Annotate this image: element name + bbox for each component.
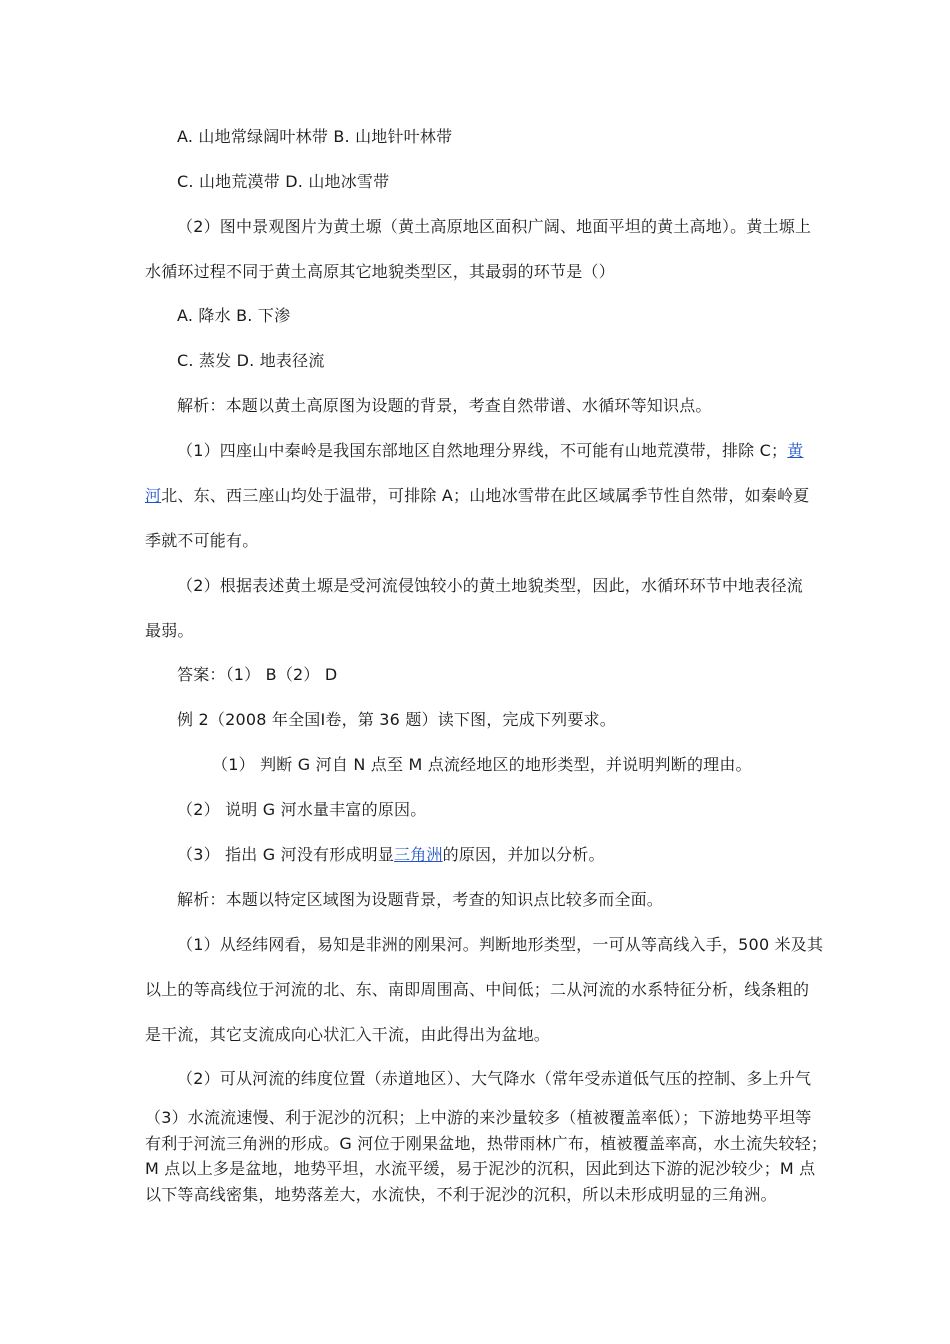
analysis-2-line-1: （2）根据表述黄土塬是受河流侵蚀较小的黄土地貌类型，因此，水循环环节中地表径流 xyxy=(177,576,803,595)
analysis-intro-2: 解析：本题以特定区域图为设题背景，考查的知识点比较多而全面。 xyxy=(177,890,664,909)
analysis-1-line-3: 季就不可能有。 xyxy=(145,531,259,550)
analysis-intro-1: 解析：本题以黄土高原图为设题的背景，考查自然带谱、水循环等知识点。 xyxy=(177,396,712,415)
link-huanghe-part2[interactable]: 河 xyxy=(145,486,162,505)
question-3-text: （3） 指出 G 河没有形成明显 xyxy=(177,845,395,864)
analysis-1-line-2 xyxy=(145,486,809,506)
question-3-text-cont: 的原因，并加以分析。 xyxy=(442,845,605,864)
analysis-ex2-1-line-3: 是干流，其它支流成向心状汇入干流，由此得出为盆地。 xyxy=(145,1025,551,1044)
option-line-ab-2: A. 降水 B. 下渗 xyxy=(177,306,291,325)
analysis-ex2-1-line-2: 以上的等高线位于河流的北、东、南即周围高、中间低；二从河流的水系特征分析，线条粗的 xyxy=(145,980,810,999)
answer-line: 答案：（1） B（2） D xyxy=(177,665,338,684)
question-2-line-1: （2）图中景观图片为黄土塬（黄土高原地区面积广阔、地面平坦的黄土高地）。黄土塬上 xyxy=(177,217,812,236)
option-line-cd-1: C. 山地荒漠带 D. 山地冰雪带 xyxy=(177,172,390,191)
analysis-ex2-1-line-1: （1）从经纬网看，易知是非洲的刚果河。判断地形类型，一可从等高线入手，500 米及其 xyxy=(177,935,824,954)
link-huanghe-part1[interactable]: 黄 xyxy=(787,441,804,460)
analysis-1-line-1 xyxy=(177,441,803,461)
analysis-1-text-cont: 北、东、西三座山均处于温带，可排除 A；山地冰雪带在此区域属季节性自然带，如秦岭夏 xyxy=(161,486,810,505)
example-2-heading: 例 2（2008 年全国Ⅰ卷，第 36 题）读下图，完成下列要求。 xyxy=(177,710,616,729)
analysis-2-line-2: 最弱。 xyxy=(145,621,194,640)
example-2-question-1: （1） 判断 G 河自 N 点至 M 点流经地区的地形类型，并说明判断的理由。 xyxy=(212,755,752,774)
option-line-ab-1: A. 山地常绿阔叶林带 B. 山地针叶林带 xyxy=(177,127,453,146)
analysis-ex2-3-line-4: 以下等高线密集，地势落差大，水流快，不利于泥沙的沉积，所以未形成明显的三角洲。 xyxy=(145,1185,777,1204)
analysis-ex2-3-line-3: M 点以上多是盆地，地势平坦，水流平缓，易于泥沙的沉积，因此到达下游的泥沙较少；M 点 xyxy=(145,1159,816,1178)
example-2-question-2: （2） 说明 G 河水量丰富的原因。 xyxy=(177,800,427,819)
analysis-ex2-3-line-1: （3）水流流速慢、利于泥沙的沉积；上中游的来沙量较多（植被覆盖率低）；下游地势平坦等 xyxy=(145,1108,812,1127)
example-2-question-3 xyxy=(177,845,605,865)
analysis-1-text: （1）四座山中秦岭是我国东部地区自然地理分界线，不可能有山地荒漠带，排除 C； xyxy=(177,441,788,460)
option-line-cd-2: C. 蒸发 D. 地表径流 xyxy=(177,351,325,370)
analysis-ex2-2-line-1: （2）可从河流的纬度位置（赤道地区）、大气降水（常年受赤道低气压的控制、多上升气 xyxy=(177,1069,812,1088)
link-sanjiaozhou[interactable]: 三角洲 xyxy=(394,845,443,864)
question-2-line-2: 水循环过程不同于黄土高原其它地貌类型区，其最弱的环节是（） xyxy=(145,262,615,281)
analysis-ex2-3-line-2: 有利于河流三角洲的形成。G 河位于刚果盆地，热带雨林广布，植被覆盖率高，水土流失较轻； xyxy=(145,1134,828,1153)
